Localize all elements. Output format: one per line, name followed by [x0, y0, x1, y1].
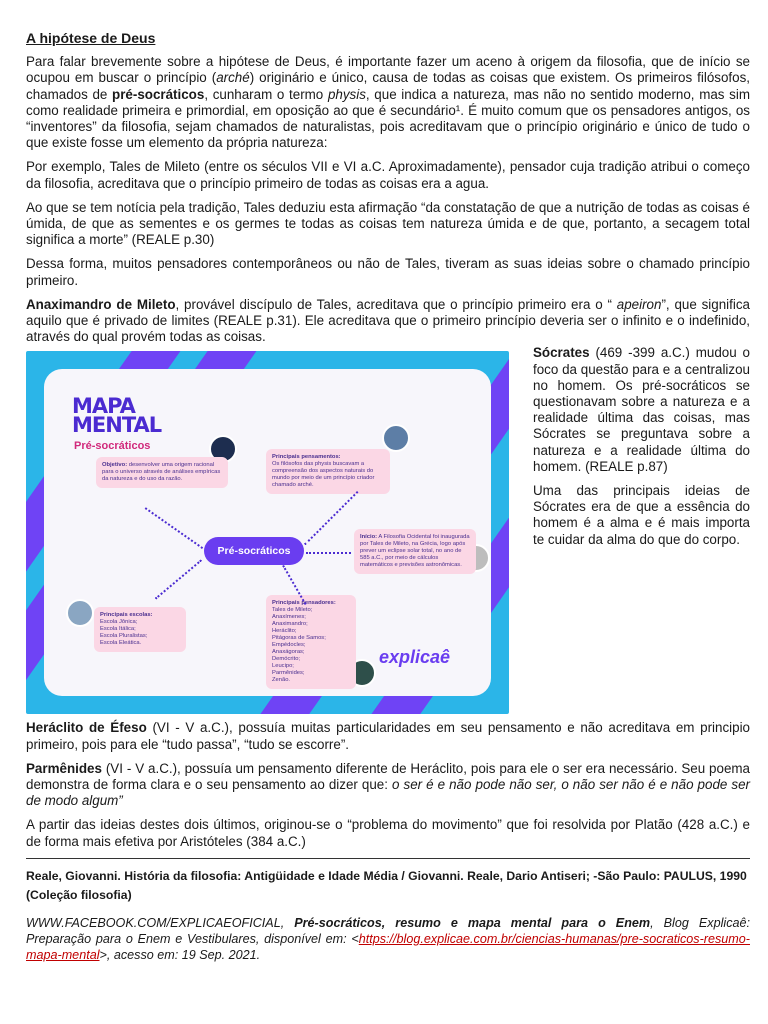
list-item: Tales de Mileto; [272, 607, 313, 614]
reference-link[interactable]: https://blog.explicae.com.br/ciencias-humanas/pre-socraticos-resumo-mapa-mental [26, 931, 750, 962]
box-text: desenvolver uma origem racional para o universo através de análises empíricas da natureza e do uso da razão. [102, 462, 221, 483]
list-item: Anaximandro; [272, 621, 308, 628]
reference-explicae [26, 915, 750, 963]
box-head: Principais pensamentos: [272, 454, 341, 461]
mind-map-card [44, 369, 491, 696]
mindmap-wrap-section [26, 345, 750, 720]
text: ) originário e único, causa de todas as coisas que existem. Os primeiros filósofos, chamados de [26, 70, 750, 102]
list-item: Escola Jônica; [100, 619, 138, 626]
objetivo-box [96, 457, 228, 488]
name-anaximandro: Anaximandro de Mileto [26, 296, 176, 312]
list-item: Empédocles; [272, 642, 306, 649]
text: WWW.FACEBOOK.COM/EXPLICAEOFICIAL, [26, 915, 295, 930]
name-socrates: Sócrates [533, 345, 590, 361]
mind-map-title [72, 394, 162, 438]
name-parmenides: Parmênides [26, 760, 102, 776]
temple-icon [66, 599, 94, 627]
text: , provável discípulo de Tales, acreditava que o princípio primeiro era o “ [175, 296, 612, 312]
pensadores-box [266, 595, 356, 689]
title-line: MENTAL [72, 413, 162, 438]
term-pre-socraticos: pré-socráticos [112, 86, 205, 102]
document-page [26, 30, 750, 963]
mind-map-center-node: Pré-socráticos [204, 537, 304, 565]
paragraph-alma: Uma das principais ideias de Sócrates era de que a essência do homem é a alma e é mais importa te cuidar da alma do que do corpo. [533, 483, 750, 547]
paragraph-movimento: A partir das ideias destes dois últimos, originou-se o “problema do movimento” que foi resolvida por Platão (428 a.C.) e de forma mais efetiva por Aristóteles (384 a.C.) [26, 817, 750, 849]
box-head: Principais pensadores: [272, 600, 336, 607]
paragraph-tales-quote: Ao que se tem notícia pela tradição, Tales deduziu esta afirmação “da constatação de que a nutrição de todas as coisas é úmida, de que as sementes e os germes te todas as coisas tem natureza úmida e de que, portanto, a secagem total significa a morte” (REALE p.30) [26, 199, 750, 248]
paragraph-heraclito [26, 720, 750, 752]
list-item: Parmênides; [272, 670, 305, 677]
inicio-box [354, 529, 476, 574]
text: , Blog Explicaê: Preparação para o Enem e Vestibulares, disponível em: < [26, 915, 750, 946]
divider [26, 858, 750, 859]
title-line: MAPA [72, 394, 135, 419]
list-item: Heráclito; [272, 628, 297, 635]
section-title: A hipótese de Deus [26, 30, 156, 46]
list-item: Pitágoras de Samos; [272, 635, 326, 642]
box-head: Principais escolas: [100, 612, 153, 619]
box-text: Os filósofos das physis buscavam a compreensão dos aspectos naturais do mundo por meio de um princípio criador chamado arché. [272, 461, 375, 489]
text: (VI - V a.C.), possuía um pensamento diferente de Heráclito, pois para ele o ser era necessário. Seu poema demonstra de forma clara e o seu pensamento ao dizer que: [26, 760, 750, 793]
list-item: Escola Eleática. [100, 640, 142, 647]
escolas-box [94, 607, 186, 652]
term-apeiron: apeiron [611, 296, 662, 312]
article-title: Pré-socráticos, resumo e mapa mental para o Enem [294, 915, 651, 930]
term-arche: arché [216, 70, 250, 86]
connector-line [155, 560, 202, 600]
paragraph-pensadores: Dessa forma, muitos pensadores contemporâneos ou não de Tales, tiveram as suas ideias sobre o chamado princípio primeiro. [26, 256, 750, 288]
text: , cunharam o termo [204, 86, 328, 102]
quote-parmenides: o ser é e não pode não ser, o não ser não é e não pode ser de modo algum” [26, 777, 750, 809]
explicae-logo: explicaê [379, 647, 451, 668]
list-item: Escola Itálica; [100, 626, 136, 633]
text: ”, que significa aquilo que é privado de limites (REALE p.31). Ele acreditava que o primeiro princípio deveria ser o infinito e o indefinido, através do qual provém todas as coisas. [26, 296, 750, 345]
pensamentos-box [266, 449, 390, 494]
connector-line [306, 552, 351, 554]
list-item: Anaxímenes; [272, 614, 306, 621]
text: (469 -399 a.C.) mudou o foco da questão para e a centralizou no homem. Os pré-socráticos se questionavam sobre a natureza e a realidade última das coisas, mas Sócrates se preguntava sobre a natureza e a realidade última do homem. (REALE p.87) [533, 345, 750, 474]
list-item: Demócrito; [272, 656, 301, 663]
connector-line [304, 491, 358, 545]
paragraph-tales: Por exemplo, Tales de Mileto (entre os séculos VII e VI a.C. Aproximadamente), pensador cuja tradição atribui o começo da filosofia, acreditava que o princípio primeiro de todas as coisas era a agua. [26, 159, 750, 191]
list-item: Zenão. [272, 677, 291, 684]
text: Para falar brevemente sobre a hipótese de Deus, é importante fazer um aceno à origem da filosofia, que de início se ocupou em buscar o princípio ( [26, 54, 750, 86]
paragraph-anaximandro-lead [26, 297, 750, 346]
list-item: Escola Pluralistas; [100, 633, 148, 640]
box-text: A Filosofia Ocidental foi inaugurada por Tales de Mileto, na Grécia, logo após prever um eclipse solar total, no ano de 585 a.C., por meio de cálculos matemáticos e previsões astronômicas. [360, 534, 470, 569]
list-item: Anaxágoras; [272, 649, 305, 656]
text: , que indica a natureza, mas não no sentido moderno, mas sim como realidade primeira e primordial, em oposição ao que é secundário¹. É muito comum que os pensadores antigos, os “inventores” da filosofia, sejam chamados de naturalistas, pois acreditavam que o princípio originário e único de tudo o que existe fosse um elemento da própria natureza: [26, 86, 750, 151]
mind-map-image [26, 351, 509, 714]
connector-line [145, 508, 203, 550]
text: (VI - V a.C.), possuía muitas particularidades em seu pensamento e não acreditava em principio primeiro, pois para ele “tudo passa”, “tudo se escorre”. [26, 720, 750, 752]
paragraph-intro [26, 54, 750, 151]
mind-map-subtitle: Pré-socráticos [74, 440, 151, 453]
name-heraclito: Heráclito de Éfeso [26, 720, 147, 736]
text: >, acesso em: 19 Sep. 2021. [99, 947, 261, 962]
ship-icon [382, 424, 410, 452]
term-physis: physis [327, 86, 366, 102]
paragraph-parmenides [26, 761, 750, 810]
box-head: Início: [360, 534, 378, 541]
list-item: Leucipo; [272, 663, 294, 670]
reference-reale: Reale, Giovanni. História da filosofia: Antigüidade e Idade Média / Giovanni. Reale, Dario Antiseri; -São Paulo: PAULUS, 1990 (Coleção filosofia) [26, 868, 747, 902]
box-head: Objetivo: [102, 462, 128, 469]
